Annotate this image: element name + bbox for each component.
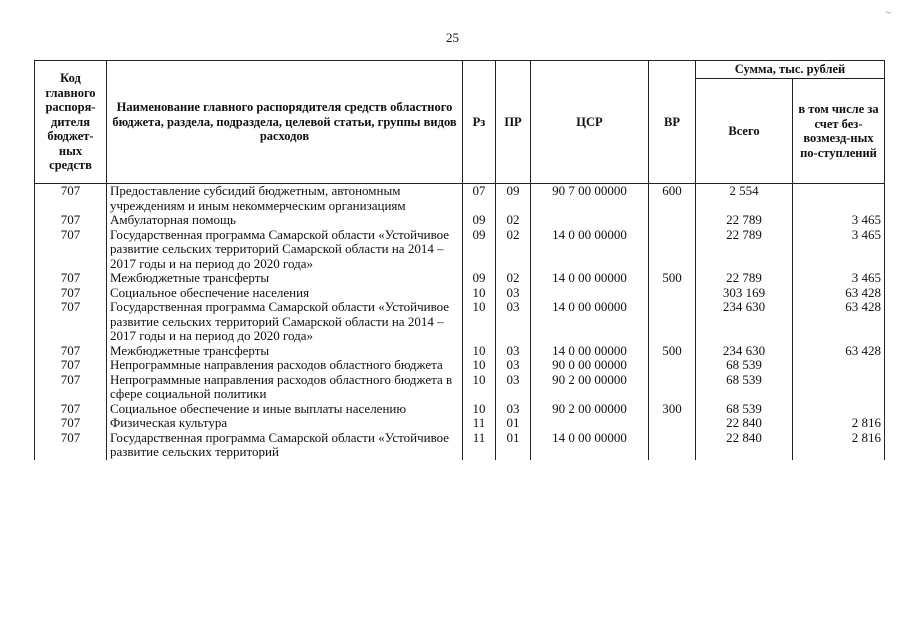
row-vr: 300 xyxy=(649,402,696,417)
row-vr xyxy=(649,373,696,402)
row-total: 22 840 xyxy=(696,431,793,460)
row-code: 707 xyxy=(35,358,107,373)
row-vr: 600 xyxy=(649,184,696,214)
row-free xyxy=(793,402,885,417)
row-pr: 03 xyxy=(496,344,531,359)
row-name: Государственная программа Самарской области «Устойчивое развитие сельских территорий Самарской области на 2014 – 2017 годы и на период до 2020 года» xyxy=(107,300,463,344)
page-number: 25 xyxy=(446,30,459,45)
table-row xyxy=(35,416,885,431)
row-name: Непрограммные направления расходов областного бюджета в сфере социальной политики xyxy=(107,373,463,402)
row-rz: 10 xyxy=(463,344,496,359)
row-total: 22 789 xyxy=(696,228,793,272)
row-total: 303 169 xyxy=(696,286,793,301)
row-total: 234 630 xyxy=(696,344,793,359)
row-pr: 01 xyxy=(496,416,531,431)
row-free: 3 465 xyxy=(793,271,885,286)
row-name: Социальное обеспечение населения xyxy=(107,286,463,301)
row-pr: 03 xyxy=(496,286,531,301)
row-vr xyxy=(649,286,696,301)
row-pr: 02 xyxy=(496,271,531,286)
row-csr xyxy=(531,286,649,301)
row-code: 707 xyxy=(35,271,107,286)
table-header xyxy=(35,61,885,184)
row-pr: 03 xyxy=(496,402,531,417)
row-total: 2 554 xyxy=(696,184,793,214)
row-name: Государственная программа Самарской области «Устойчивое развитие сельских территорий xyxy=(107,431,463,460)
row-rz: 10 xyxy=(463,300,496,344)
row-name: Государственная программа Самарской области «Устойчивое развитие сельских территорий Самарской области на 2014 – 2017 годы и на период до 2020 года» xyxy=(107,228,463,272)
table-row xyxy=(35,344,885,359)
row-rz: 10 xyxy=(463,286,496,301)
table-row xyxy=(35,373,885,402)
row-free: 2 816 xyxy=(793,431,885,460)
header-csr: ЦСР xyxy=(531,61,649,184)
row-code: 707 xyxy=(35,344,107,359)
row-vr xyxy=(649,300,696,344)
row-vr xyxy=(649,358,696,373)
row-csr: 14 0 00 00000 xyxy=(531,228,649,272)
row-rz: 09 xyxy=(463,271,496,286)
row-total: 68 539 xyxy=(696,373,793,402)
row-name: Межбюджетные трансферты xyxy=(107,344,463,359)
table-row xyxy=(35,300,885,344)
row-name: Физическая культура xyxy=(107,416,463,431)
row-csr: 14 0 00 00000 xyxy=(531,431,649,460)
row-name: Непрограммные направления расходов областного бюджета xyxy=(107,358,463,373)
row-rz: 11 xyxy=(463,416,496,431)
row-free xyxy=(793,358,885,373)
row-name: Предоставление субсидий бюджетным, автономным учреждениям и иным некоммерческим организациям xyxy=(107,184,463,214)
header-sum-group: Сумма, тыс. рублей xyxy=(696,61,885,79)
row-free: 3 465 xyxy=(793,228,885,272)
header-vr: ВР xyxy=(649,61,696,184)
row-code: 707 xyxy=(35,373,107,402)
row-pr: 02 xyxy=(496,228,531,272)
row-pr: 09 xyxy=(496,184,531,214)
row-csr: 90 2 00 00000 xyxy=(531,373,649,402)
header-pr: ПР xyxy=(496,61,531,184)
row-rz: 07 xyxy=(463,184,496,214)
budget-table xyxy=(34,60,885,460)
row-csr: 90 2 00 00000 xyxy=(531,402,649,417)
row-name: Амбулаторная помощь xyxy=(107,213,463,228)
row-free xyxy=(793,184,885,214)
row-csr xyxy=(531,213,649,228)
row-csr: 90 7 00 00000 xyxy=(531,184,649,214)
header-code: Код главного распоря-дителя бюджет-ных средств xyxy=(35,61,107,184)
header-total: Всего xyxy=(696,79,793,184)
row-code: 707 xyxy=(35,402,107,417)
row-vr: 500 xyxy=(649,344,696,359)
row-pr: 02 xyxy=(496,213,531,228)
row-total: 68 539 xyxy=(696,358,793,373)
row-rz: 10 xyxy=(463,402,496,417)
row-total: 68 539 xyxy=(696,402,793,417)
row-rz: 09 xyxy=(463,228,496,272)
row-csr xyxy=(531,416,649,431)
table-row xyxy=(35,228,885,272)
table-body xyxy=(35,184,885,460)
row-total: 22 789 xyxy=(696,271,793,286)
table-row xyxy=(35,184,885,214)
row-rz: 10 xyxy=(463,358,496,373)
row-total: 234 630 xyxy=(696,300,793,344)
row-rz: 11 xyxy=(463,431,496,460)
row-csr: 14 0 00 00000 xyxy=(531,271,649,286)
row-code: 707 xyxy=(35,431,107,460)
row-code: 707 xyxy=(35,213,107,228)
row-vr: 500 xyxy=(649,271,696,286)
row-pr: 03 xyxy=(496,358,531,373)
row-free xyxy=(793,373,885,402)
row-vr xyxy=(649,431,696,460)
row-vr xyxy=(649,213,696,228)
table-row xyxy=(35,431,885,460)
header-free: в том числе за счет без-возмезд-ных по-ступлений xyxy=(793,79,885,184)
row-pr: 03 xyxy=(496,300,531,344)
row-rz: 09 xyxy=(463,213,496,228)
row-pr: 01 xyxy=(496,431,531,460)
table-row xyxy=(35,358,885,373)
row-code: 707 xyxy=(35,286,107,301)
row-csr: 14 0 00 00000 xyxy=(531,344,649,359)
row-code: 707 xyxy=(35,228,107,272)
row-csr: 90 0 00 00000 xyxy=(531,358,649,373)
row-free: 2 816 xyxy=(793,416,885,431)
row-total: 22 789 xyxy=(696,213,793,228)
table-row xyxy=(35,402,885,417)
corner-mark: ~ xyxy=(885,8,891,19)
row-pr: 03 xyxy=(496,373,531,402)
table-row xyxy=(35,213,885,228)
row-vr xyxy=(649,416,696,431)
row-code: 707 xyxy=(35,184,107,214)
row-free: 63 428 xyxy=(793,344,885,359)
row-code: 707 xyxy=(35,416,107,431)
row-free: 63 428 xyxy=(793,286,885,301)
table-row xyxy=(35,271,885,286)
row-code: 707 xyxy=(35,300,107,344)
row-rz: 10 xyxy=(463,373,496,402)
header-rz: Рз xyxy=(463,61,496,184)
header-name: Наименование главного распорядителя средств областного бюджета, раздела, подраздела, целевой статьи, группы видов расходов xyxy=(107,61,463,184)
row-csr: 14 0 00 00000 xyxy=(531,300,649,344)
row-vr xyxy=(649,228,696,272)
row-name: Межбюджетные трансферты xyxy=(107,271,463,286)
row-free: 3 465 xyxy=(793,213,885,228)
row-free: 63 428 xyxy=(793,300,885,344)
row-name: Социальное обеспечение и иные выплаты населению xyxy=(107,402,463,417)
table-row xyxy=(35,286,885,301)
row-total: 22 840 xyxy=(696,416,793,431)
